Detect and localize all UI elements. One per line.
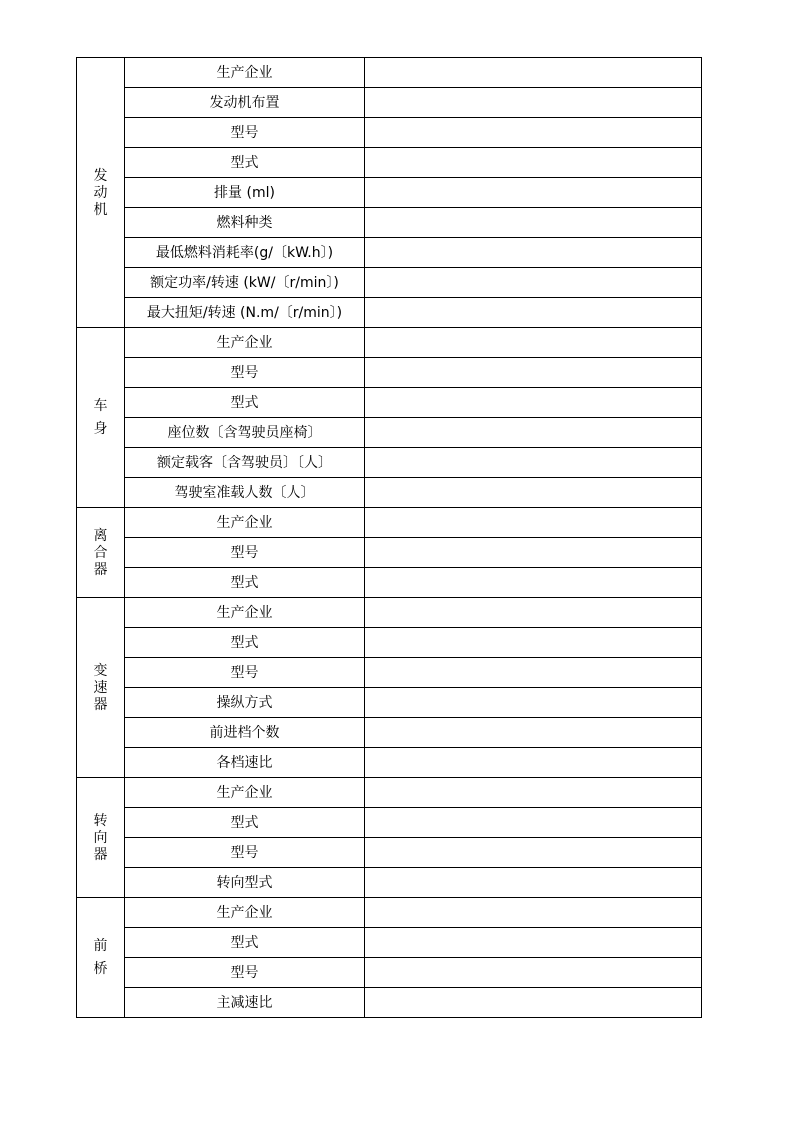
field-value-cell[interactable] bbox=[365, 328, 702, 358]
table-row bbox=[77, 478, 702, 508]
table-row bbox=[77, 508, 702, 538]
field-label: 型号 bbox=[125, 658, 365, 688]
table-row bbox=[77, 208, 702, 238]
table-row bbox=[77, 448, 702, 478]
table-row bbox=[77, 808, 702, 838]
table-row bbox=[77, 118, 702, 148]
field-value-cell[interactable] bbox=[365, 898, 702, 928]
table-row bbox=[77, 838, 702, 868]
table-row bbox=[77, 928, 702, 958]
group-label-char: 器 bbox=[93, 561, 108, 578]
field-label: 前进档个数 bbox=[125, 718, 365, 748]
field-value-cell[interactable] bbox=[365, 928, 702, 958]
table-row bbox=[77, 538, 702, 568]
field-value-cell[interactable] bbox=[365, 598, 702, 628]
table-row bbox=[77, 568, 702, 598]
group-label-char: 桥 bbox=[93, 961, 108, 977]
table-row bbox=[77, 988, 702, 1018]
field-label: 生产企业 bbox=[125, 778, 365, 808]
field-value-cell[interactable] bbox=[365, 268, 702, 298]
group-label-char: 机 bbox=[93, 201, 108, 218]
field-label: 座位数〔含驾驶员座椅〕 bbox=[125, 418, 365, 448]
table-row bbox=[77, 268, 702, 298]
field-label: 型号 bbox=[125, 538, 365, 568]
group-label bbox=[94, 931, 108, 984]
group-label-cell bbox=[77, 328, 125, 508]
field-value-cell[interactable] bbox=[365, 658, 702, 688]
spec-table bbox=[76, 57, 702, 1018]
table-row bbox=[77, 388, 702, 418]
group-label-cell bbox=[77, 778, 125, 898]
group-label-char: 发 bbox=[93, 167, 108, 184]
table-row bbox=[77, 178, 702, 208]
field-value-cell[interactable] bbox=[365, 838, 702, 868]
field-value-cell[interactable] bbox=[365, 958, 702, 988]
group-label-cell bbox=[77, 508, 125, 598]
field-label: 生产企业 bbox=[125, 58, 365, 88]
field-label: 排量 (ml) bbox=[125, 178, 365, 208]
group-label-char: 前 bbox=[93, 938, 108, 954]
table-row bbox=[77, 148, 702, 178]
field-value-cell[interactable] bbox=[365, 418, 702, 448]
field-label: 燃料种类 bbox=[125, 208, 365, 238]
field-label: 型号 bbox=[125, 958, 365, 988]
field-value-cell[interactable] bbox=[365, 808, 702, 838]
field-value-cell[interactable] bbox=[365, 148, 702, 178]
field-value-cell[interactable] bbox=[365, 238, 702, 268]
field-label: 额定载客〔含驾驶员〕〔人〕 bbox=[125, 448, 365, 478]
field-value-cell[interactable] bbox=[365, 778, 702, 808]
field-value-cell[interactable] bbox=[365, 538, 702, 568]
group-label-char: 离 bbox=[93, 527, 108, 544]
table-row bbox=[77, 898, 702, 928]
field-value-cell[interactable] bbox=[365, 358, 702, 388]
group-label-cell bbox=[77, 598, 125, 778]
field-label: 各档速比 bbox=[125, 748, 365, 778]
field-label: 型式 bbox=[125, 808, 365, 838]
table-row bbox=[77, 868, 702, 898]
table-row bbox=[77, 598, 702, 628]
table-row bbox=[77, 748, 702, 778]
table-row bbox=[77, 628, 702, 658]
table-row bbox=[77, 328, 702, 358]
table-row bbox=[77, 58, 702, 88]
group-label-char: 动 bbox=[93, 184, 108, 201]
field-label: 型式 bbox=[125, 628, 365, 658]
group-label-cell bbox=[77, 898, 125, 1018]
group-label-char: 车 bbox=[93, 398, 108, 414]
field-value-cell[interactable] bbox=[365, 448, 702, 478]
group-label-char: 器 bbox=[93, 846, 108, 863]
field-label: 型式 bbox=[125, 928, 365, 958]
table-row bbox=[77, 298, 702, 328]
group-label bbox=[94, 812, 108, 864]
group-label-char: 身 bbox=[93, 421, 108, 437]
table-row bbox=[77, 958, 702, 988]
field-label: 型式 bbox=[125, 388, 365, 418]
field-value-cell[interactable] bbox=[365, 88, 702, 118]
field-value-cell[interactable] bbox=[365, 508, 702, 538]
field-label: 生产企业 bbox=[125, 508, 365, 538]
field-label: 生产企业 bbox=[125, 598, 365, 628]
spec-table-body bbox=[77, 58, 702, 1018]
table-row bbox=[77, 658, 702, 688]
field-label: 发动机布置 bbox=[125, 88, 365, 118]
field-label: 型号 bbox=[125, 358, 365, 388]
field-value-cell[interactable] bbox=[365, 568, 702, 598]
field-value-cell[interactable] bbox=[365, 868, 702, 898]
field-value-cell[interactable] bbox=[365, 988, 702, 1018]
field-value-cell[interactable] bbox=[365, 298, 702, 328]
field-value-cell[interactable] bbox=[365, 118, 702, 148]
field-label: 主减速比 bbox=[125, 988, 365, 1018]
table-row bbox=[77, 688, 702, 718]
field-label: 型号 bbox=[125, 118, 365, 148]
field-value-cell[interactable] bbox=[365, 388, 702, 418]
group-label bbox=[94, 527, 108, 579]
group-label-cell bbox=[77, 58, 125, 328]
field-value-cell[interactable] bbox=[365, 748, 702, 778]
field-value-cell[interactable] bbox=[365, 628, 702, 658]
table-row bbox=[77, 778, 702, 808]
group-label-char: 向 bbox=[93, 829, 108, 846]
group-label bbox=[94, 662, 108, 714]
group-label-char: 转 bbox=[93, 812, 108, 829]
table-row bbox=[77, 358, 702, 388]
group-label-char: 器 bbox=[93, 696, 108, 713]
group-label-char: 合 bbox=[93, 544, 108, 561]
group-label bbox=[94, 391, 108, 444]
field-label: 驾驶室准载人数〔人〕 bbox=[125, 478, 365, 508]
group-label-char: 变 bbox=[93, 662, 108, 679]
field-label: 最低燃料消耗率(g/〔kW.h〕) bbox=[125, 238, 365, 268]
field-value-cell[interactable] bbox=[365, 208, 702, 238]
field-label: 生产企业 bbox=[125, 898, 365, 928]
field-label: 型号 bbox=[125, 838, 365, 868]
field-label: 生产企业 bbox=[125, 328, 365, 358]
field-value-cell[interactable] bbox=[365, 178, 702, 208]
table-row bbox=[77, 418, 702, 448]
field-label: 最大扭矩/转速 (N.m/〔r/min〕) bbox=[125, 298, 365, 328]
field-value-cell[interactable] bbox=[365, 688, 702, 718]
field-label: 转向型式 bbox=[125, 868, 365, 898]
field-value-cell[interactable] bbox=[365, 58, 702, 88]
group-label bbox=[94, 167, 108, 219]
field-value-cell[interactable] bbox=[365, 718, 702, 748]
table-row bbox=[77, 238, 702, 268]
field-value-cell[interactable] bbox=[365, 478, 702, 508]
group-label-char: 速 bbox=[93, 679, 108, 696]
field-label: 操纵方式 bbox=[125, 688, 365, 718]
field-label: 额定功率/转速 (kW/〔r/min〕) bbox=[125, 268, 365, 298]
field-label: 型式 bbox=[125, 568, 365, 598]
table-row bbox=[77, 88, 702, 118]
field-label: 型式 bbox=[125, 148, 365, 178]
table-row bbox=[77, 718, 702, 748]
